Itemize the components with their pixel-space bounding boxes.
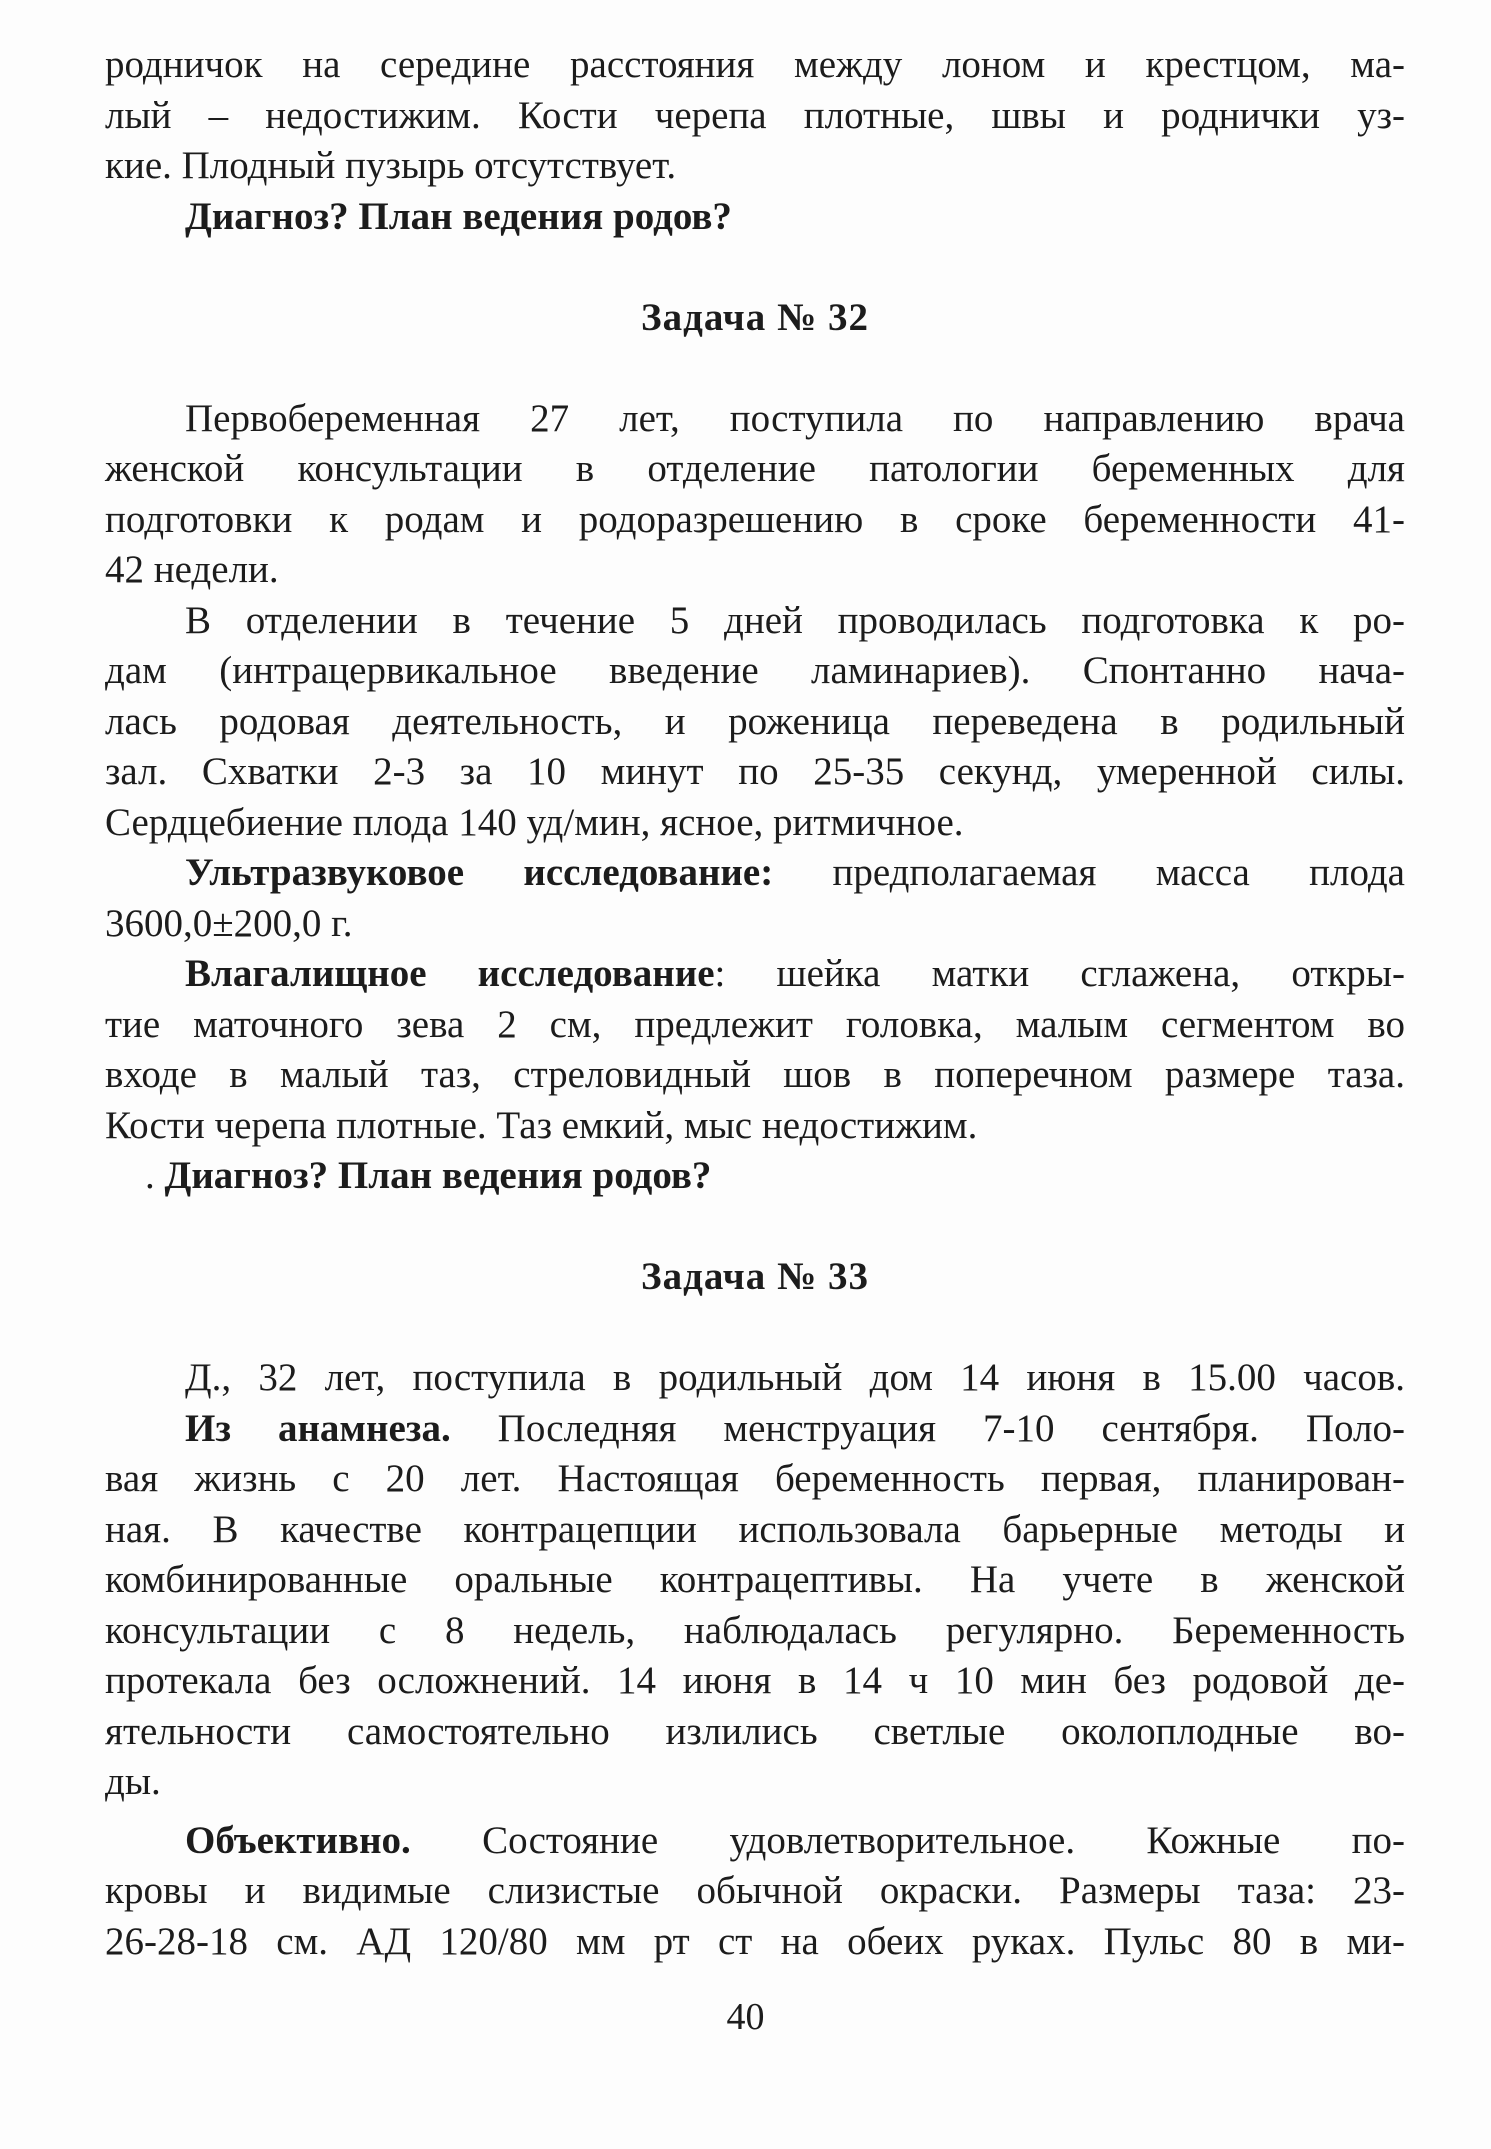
ultrasound-label: Ультразвуковое исследование: [185, 851, 774, 894]
ultrasound-text: предполагаемая масса плода [773, 851, 1405, 894]
text-line: подготовки к родам и родоразрешению в сроке беременности 41- [105, 497, 1405, 541]
text-line: Первобеременная 27 лет, поступила по направлению врача [185, 396, 1405, 440]
text-line: женской консультации в отделение патологии беременных для [105, 447, 1405, 490]
anamnesis-text: Последняя менструация 7-10 сентября. Поло- [450, 1406, 1405, 1450]
text-line: лась родовая деятельность, и роженица переведена в родильный [105, 699, 1405, 743]
question-prefix: . [145, 1154, 165, 1197]
text-line: зал. Схватки 2-3 за 10 минут по 25-35 секунд, умеренной силы. [105, 750, 1405, 793]
text-line: родничок на середине расстояния между лоном и крестцом, ма- [105, 43, 1405, 86]
text-line: 26-28-18 см. АД 120/80 мм рт ст на обеих руках. Пульс 80 в ми- [105, 1919, 1405, 1963]
text-line: ная. В качестве контрацепции использовала барьерные методы и [105, 1507, 1405, 1551]
vaginal-exam-line [105, 949, 1405, 1000]
text-line: дам (интрацервикальное введение ламинариев). Спонтанно нача- [105, 649, 1405, 692]
text-line: 3600,0±200,0 г. [105, 901, 353, 945]
text-line: ды. [105, 1760, 161, 1803]
text-line: лый – недостижим. Кости черепа плотные, швы и роднички уз- [105, 93, 1405, 137]
anamnesis-line [105, 1404, 1405, 1455]
ultrasound-line [105, 848, 1405, 899]
task-heading-32: Задача № 32 [641, 295, 869, 339]
vaginal-exam-label: Влагалищное исследование [185, 952, 715, 995]
text-line: Сердцебиение плода 140 уд/мин, ясное, ритмичное. [105, 800, 964, 844]
anamnesis-label: Из анамнеза. [185, 1406, 451, 1450]
text-line: ятельности самостоятельно излились светлые околоплодные во- [105, 1709, 1405, 1753]
question-text: Диагноз? План ведения родов? [185, 194, 732, 238]
page-number: 40 [726, 1996, 765, 2038]
text-line: входе в малый таз, стреловидный шов в поперечном размере таза. [105, 1053, 1405, 1096]
document-page [105, 40, 1405, 1967]
question-line [105, 192, 1405, 243]
text-line: кровы и видимые слизистые обычной окраски. Размеры таза: 23- [105, 1869, 1405, 1912]
question-line [105, 1151, 1405, 1202]
text-line: консультации с 8 недель, наблюдалась регулярно. Беременность [105, 1608, 1405, 1652]
text-line: 42 недели. [105, 548, 279, 591]
task-heading-33: Задача № 33 [641, 1255, 869, 1298]
objective-label: Объективно. [185, 1818, 411, 1862]
text-line: комбинированные оральные контрацептивы. На учете в женской [105, 1558, 1405, 1601]
text-line: Кости черепа плотные. Таз емкий, мыс недостижим. [105, 1103, 978, 1147]
text-line: В отделении в течение 5 дней проводилась подготовка к ро- [185, 598, 1405, 642]
objective-line [105, 1816, 1405, 1867]
question-text: Диагноз? План ведения родов? [164, 1154, 712, 1197]
text-line: Д., 32 лет, поступила в родильный дом 14 июня в 15.00 часов. [185, 1356, 1405, 1399]
text-line: тие маточного зева 2 см, предлежит головка, малым сегментом во [105, 1002, 1405, 1046]
vaginal-exam-text: : шейка матки сглажена, откры- [714, 952, 1405, 995]
objective-text: Состояние удовлетворительное. Кожные по- [410, 1818, 1405, 1862]
text-line: кие. Плодный пузырь отсутствует. [105, 144, 677, 187]
text-line: вая жизнь с 20 лет. Настоящая беременность первая, планирован- [105, 1457, 1405, 1500]
text-line: протекала без осложнений. 14 июня в 14 ч 10 мин без родовой де- [105, 1659, 1405, 1702]
